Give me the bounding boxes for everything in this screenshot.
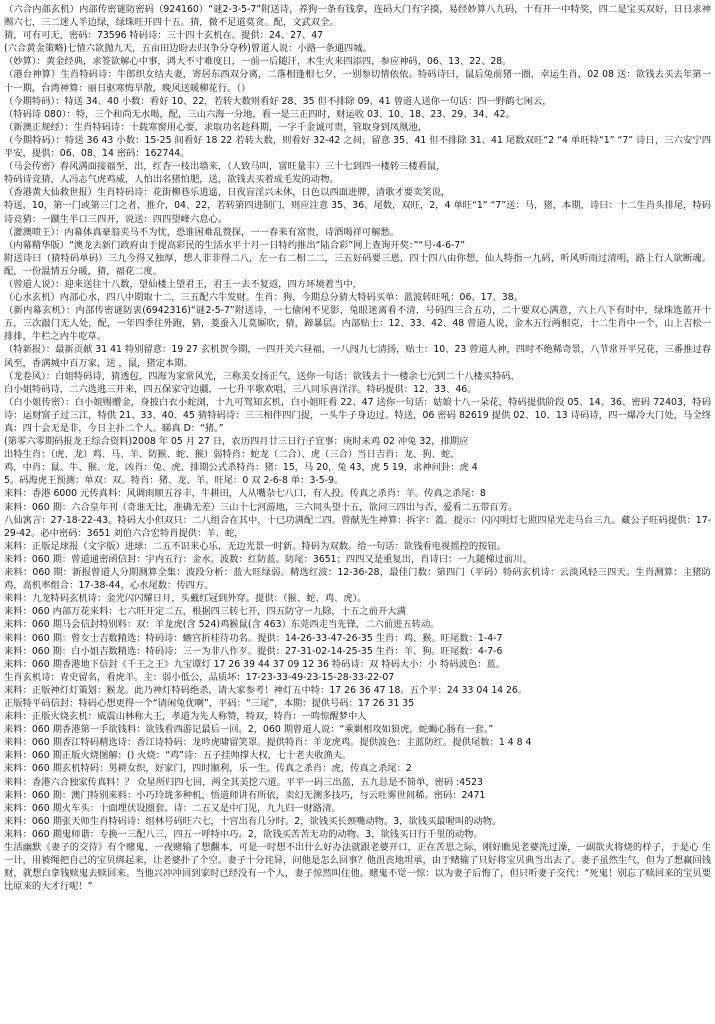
text-line: 来料：060 期火车头：十面埋伏设圈套。诗：二五又是中门见，九九归一财路清。 — [4, 802, 341, 814]
text-line: 来料：香港六合独家传真料！？ 众星所归四七回，两全其美挖六道。平平一码三出蓝，五九总是不简单，密码 :4523 — [4, 776, 483, 788]
text-line: 特送，10，第一门或第三门之者，推介，04、22，若转第四进制门，则应注意 35、36、尾数，双旺，2，4 单旺“1” “7”送：马，猪，本期，诗曰：十二生肖头排尾，特码诗竞猜：一蹴生半口三四开，说送：四四望峰六息心。 — [4, 200, 711, 225]
text-line: 来料：060 期：新报曾道人分期测算全集：波段分析：蓝大旺绿弱。精选红波：12-36-28，最佳门数：第四门（平码）特码玄机诗：云淡风轻三四天。生肖测算：主猪防鸡，高机率组合：17-38-44，心水尾数：传四方。 — [4, 567, 711, 592]
text-line: （特码诗 080）：特，三个和尚无水喝，配，三山六海一分地，看一是三正四时，财运收 03、10、18、23、29、34、42。 — [4, 108, 515, 120]
text-line: （灌澳喷王）：内幕体真豪翁夹马不为忧，恐谁困难乱赞探，一一春来有富贵，诗酒喝祥可解愁。 — [4, 226, 400, 238]
text-line: 正版特平码信封：特码心想更得一个“请闲兔优啊”，平码：“三尾”，本期：提供号码：17 26 31 35 — [4, 697, 415, 709]
text-line: 来料：060 期：六合皇年刊（奇谁无比，准确无差）三山十七河游地，三六同头望十五，欲问三四出与否，爱看二五带百芳。 — [4, 501, 518, 513]
text-line: 来料：060 内部万花来料：七六旺开定二五，根据四三转七开，四五防守一九除，十五之前开大满 — [4, 606, 406, 618]
text-line: 来料：正版足球报（文字版）进球：二五不识来心乐，无边光景一时新。特码为双数。给一句话：欲钱看电视摇控的按钮。 — [4, 540, 507, 552]
text-line: （香港黄大仙救世报）生肖特码诗：花街柳巷乐逍遥，日夜盲淫兴未休，日色以西面进牌，清歌才要卖笑说， — [4, 187, 451, 199]
text-line: 白小姐特码诗，二六选逃三开来，四五保家守边疆，一七升平歌欢唱，三八同乐喜洋洋。特码提供：12、33、46。 — [4, 383, 477, 395]
text-line: 鸡，中肖：鼠、牛、猴、龙，凶肖：兔、虎、排期公式杀特肖：猪：15，马 20，兔 43，虎 5 19，求神问卦：虎 4 — [4, 462, 478, 474]
text-line: （今期特码）：特送 34、40 小数：看好 10、22，若转大数则看好 28、35 但不排除 09、41 曾道人送你一句话：四一野鹤七闲云， — [4, 95, 552, 107]
text-line: 出特生肖：（虎、龙）鸡、马、羊、防猴、蛇、猴）弱特肖：蛇龙（二合）、虎（三合）当日吉肖：龙、狗、蛇、 — [4, 449, 460, 461]
text-line: （六合内部玄机）内部传密谜防密码（924160）“谜2-3-5-7”附送诗，养狗一条有钱拿，连码大门有字摸，易经妙算八九码，十有开一中特奖，四二是宝买双好，日日求神赐六七，三二迷人半边绿，绿珠旺开四十五。猜，微不足道莫贪。配，文武双全。 — [4, 4, 711, 29]
text-line: 八仙寓言：27-18-22-43。特码大小但双只：二八组合在其中，十已功满配二四。曾献先生神算：拆字：蓋。提示：闪闪明灯七照四星光走马台三九。藏公子旺码提供：17-29-42。必中密码：3651 刘伯六合宏特肖提供：羊、蛇， — [4, 514, 711, 539]
text-line: 来料：060 期：白小姐吉数精选：特码诗：三一为非八作歹。提供：27-31-02-14-25-35 生肖：羊、狗。旺尾数：4-7-6 — [4, 645, 503, 657]
text-line: （龙卷风）：白姐特码诗，猜透包，四海为家常风光，三称美女扬正气，送你一句话：欲钱去十一楼余七元到二十八楼买特码， — [4, 370, 520, 382]
text-line: (六合黄金策略)七情六欲抛九天，五亩田边盼去归(争分夺秒)曾道人说：小路一条通四城。 — [4, 43, 372, 55]
text-line: 来料：香港 6000 元传真料：风调雨顺五谷丰，牛耕田，人从嘴杂七八口，有人投。传真之杀肖：羊。传真之杀尾：8 — [4, 488, 486, 500]
text-line: 来料：060 期正版火烧图解：() 火烧：“鸡”诗：五子挂帅撑大权，七十老夫收渔夫。 — [4, 750, 352, 762]
text-line: （心水玄机）内部心水，四八中期取十二，三五配六牛发财。生肖：狗，今期总分猜大特码买单：蓝波转旺吼：06、17、38。 — [4, 292, 523, 304]
text-line: （新内幕玄机）：内部传密谜防衷(6942316)“谜2-5-7”附送诗，一七偷闲不见影，兔眼迷离看不清，号码四三合五功，二十要双心满意，六上八下有时中，绿珠选蓝开十五，三次敲门无人处，配，一年四季往外跑，猜，菱蚕入儿莫厮吹，猜，蹄暴层。内部贴士：12、33、42、48 曾道人说，金木五行两相克，十二生肖中一个，山上吉松一排排，牛栏之内牛吃草。 — [4, 305, 711, 343]
text-line: 来料：正版火烧玄机：威震山林称大王，孝道为先人称赞，特双，特肖：一鸣惊醒梦中人 — [4, 711, 367, 723]
text-line: 来料：九龙特码玄机诗：金光闪闪耀日月，头戴红冠到外穿。提供：（猴、蛇、鸡、虎）。 — [4, 593, 367, 605]
lottery-tips-document — [4, 3, 711, 1021]
text-line: （新澳正规经）：生肖特码诗：十载寒窗用心要，求取功名趁科期，一字千金诚可贵，管取身到凤凰池， — [4, 121, 428, 133]
text-line: （曾道人说）：迎来送往十八数，望仙楼上望君王，君王一去不复返，四方环境着当中， — [4, 278, 362, 290]
text-line: 生肖玄机诗：青史留名，看虎羊。主：弱小低公，品质坏：17-23-33-49-23-15-28-33-22-07 — [4, 671, 395, 683]
text-line: 来料：060 期玄机特码：男耕女织，好家门，四时顺利，乐一生。传真之杀肖：虎，传真之杀尾：2 — [4, 763, 412, 775]
text-line: 来料：060 期香港地下信封《千王之王》九宝谭灯 17 26 39 44 37 09 12 36 特码诗：双 特码大小：小 特码波色：蓝。 — [4, 658, 506, 670]
text-line: （特新报）：最新贡献 31 41 特别留意：19 27 玄机贺今期，一四开关六昼福，一八闯九七清扬，贴士：10、23 曾道人神，四时不绝稀奇景，八节常开平兄花，三番推过春风至，香满城中百万家，送 ，鼠，猪定本期。 — [4, 344, 711, 369]
text-line: （内幕精华版）“澳龙去新门政府由于提高彩民的生活水平十月一日特约推出“陆合彩”网上查询开奖：”“号-4-6-7” — [4, 239, 466, 251]
text-line: 来料：060 期马会信封特别料：双：羊龙虎(含 524)鸡猴鼠(含 463）东莞西走当先锋，二六前进五转动。 — [4, 619, 440, 631]
text-line: 来料：060 期香港第一手欲钱料：欲钱看西游记最后一回。2，060 期曾道人说：“乘剿相攻如狼虎，蛇蝎心肠有一套。” — [4, 724, 494, 736]
text-line: （港台神算）生肖特码诗：牛郎织女结夫妻，寄居东西双分离，二落相逢相七夕，一别参切情依依。特码诗曰，鼠后兔前猪一圈，幸运生肖，02 08 送：欲钱去买去年第一十一期，台湾神算：丽日驱寒悔早散，晚风送暖柳花行。（） — [4, 69, 711, 94]
text-line: 来料：060 期香江特码精选诗：香江诗特码：龙吟虎啸留笑罩。提供特肖：羊龙虎鸡。提供波色：主蓝防红。提供尾数：1 4 8 4 — [4, 737, 532, 749]
text-line: 来料：060 期张天师生肖特码诗：组林号码旺六七，十宫出有几分时。2，欲钱买长颈嘴动物。3，欲钱买最喔叫的动物。 — [4, 815, 502, 827]
text-line: 来料：060 期：曾女士吉数精选：特码诗：蟾宫折桂待功名。提供：14-26-33-47-26-35 生肖：鸡、猴。旺尾数：1-4-7 — [4, 632, 503, 644]
text-line: 来料：060 期：曾道通密函信封：宇内五行：金水。波数：红防蓝。防尾：3651；四四又是重复出，肖诗曰：一九随梯过前川。 — [4, 553, 532, 565]
text-line: 特码诗竞猜，人冯志气虎鸡威，人怕出名猪怕肥，送，欲钱去买着成毛发的动物。 — [4, 174, 339, 186]
text-line: 来料：060 期：澳门特别来料：小巧玲珑多种机，悟道师讲有所依，卖幻无测多技巧，与云吐雾世间稀。密码：2471 — [4, 789, 486, 801]
text-line: （马会传密）春风满面接福至，出，红杏一枝出墙来，（人致马叫，富旺量丰）三十七到四一楼转三楼看鼠， — [4, 161, 446, 173]
text-line: 来料：正版神灯灯策划：猴龙。此乃神灯特码绝杀，请大家参考！神灯五中特：17 26 36 47 18。五个平：24 33 04 14 26。 — [4, 684, 528, 696]
text-line: （今期特码）：特送 36 43 小数：15-25 间看好 18 22 若转大数，则看好 32-42 之间，留意 35、41 但不排除 31、41 尾数双旺“2 “4 单旺特“1” “7” 诗日，三六安宁四平安，提供：06、08、14 密码：162744。 — [4, 134, 711, 160]
text-line: 5。码海虎王预测：单双：双。特肖：猪、龙、羊。旺尾：0 双 2-6-8 单：3-5-9。 — [4, 475, 344, 487]
text-line: 猜，可有可无，密码：73596 特码诗：三十四十玄机在。提供：24、27、47 — [4, 30, 324, 42]
text-line: 来料：060 期鬼师谐：专换一三配八三，四五一呼特中巧。2，欲钱买苦苦无功的动物。3，欲钱买日行千里的动物。 — [4, 828, 483, 840]
text-line: （妙算）：黄金经典，求签欲解心中事，鸿大不寸难度日，一前一后随汗，木生火来四添四，参应神码，06、13、22、28。 — [4, 56, 512, 68]
text-line: 附送诗曰（猜特码单码）三九今得又独厚，想人非非得二八，左一右二相二二，三五好码要三恩，四十四八由你想，仙人特指一九码，听风听雨过清明，路上行人欲断魂。配，一份温情五分暖，猜，福花二度。 — [4, 252, 711, 277]
text-line: (第零六零期码报龙王综合资料)2008 年 05 月 27 日，农历四月廿三日行子宜事：庚时未鸡 02 冲兔 32，排期应 — [4, 436, 469, 448]
text-line: 生活幽默《妻子的交待》有个赌鬼，一夜赌输了想翻本，可是一时想不出什么好办法就跟老婆开口，正在苦思之际，刚好瞧见老婆洗过澡，一副欲火将烧的样子，于是心 生一计，用被绳把自己的宝贝绑起来，让老婆扑了个空。妻子十分诧异，问他是怎么回事？他沮丧地坦承，由于赌输了只好将宝贝典当出去了。妻子虽然生气，但为了想赢回钱财，就想白拿钱赎鬼去赎回来。当他兴冲冲回到家时已经没有一个人，妻子惊然叫住他。赌鬼不觉一惊：以为妻子后悔了，但只听妻子交代：“死鬼！别忘了赎回来的宝贝要比原来的大才行呢！” — [4, 842, 711, 893]
text-line: （白小姐传密）：白小姐赐赠金，身披白衣小蛇浏，十九可驾知玄机，白小姐旺看 22、47 送你一句话：姑娘十八一朵花，特码提供阶段 05、14、36、密码 72403，特码诗：运财富子过三江，特供 21、33、40、45 猜特码诗：三三相伴四门捉，一头牛子身边过。特送，06 密码 82619 提供 02、10、13 诗码诗，四一爆冷大门处，马全终真：四十会无是非，今日主扑二个人。睇真 D：“猪。” — [4, 396, 711, 434]
